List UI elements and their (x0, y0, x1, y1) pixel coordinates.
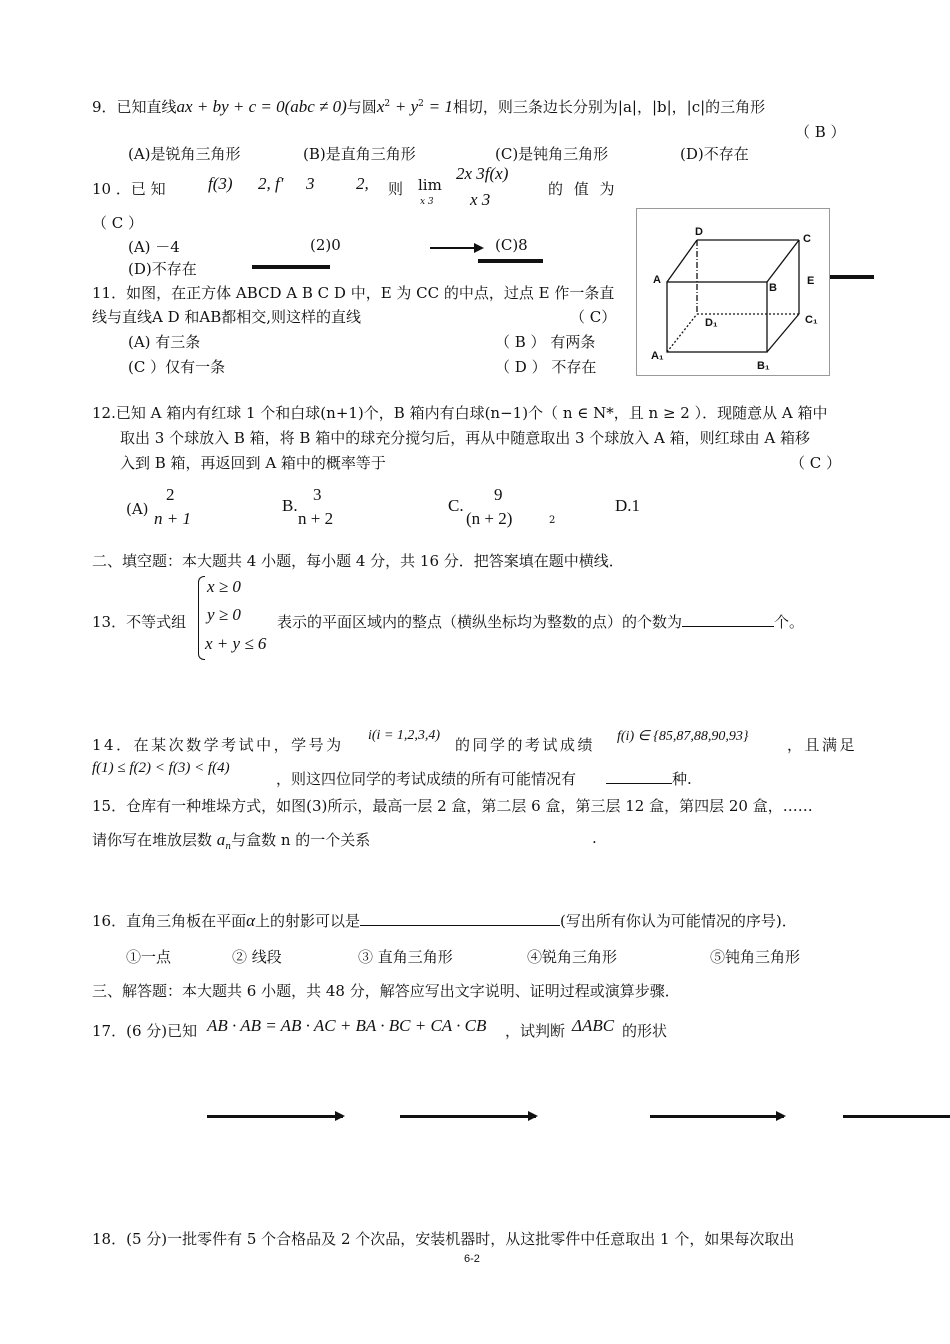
q12-option-c-den: (n + 2) (466, 509, 513, 528)
q12-line3: 入到 B 箱，再返回到 A 箱中的概率等于 (120, 454, 386, 472)
cube-label-c1: C₁ (805, 314, 818, 326)
q10-cond3: 3 (306, 174, 315, 193)
section3-heading: 三、解答题：本大题共 6 小题，共 48 分，解答应写出文字说明、证明过程或演算步骤． (92, 982, 680, 1000)
q12-option-b-den: n + 2 (298, 509, 334, 528)
q11-option-a: (A) 有三条 (128, 333, 201, 351)
q10-tail: 的 值 为 (548, 180, 618, 198)
q16-stem: 16．直角三角板在平面α上的射影可以是 (写出所有你认为可能情况的序号)． (92, 911, 797, 930)
vector-arrow-icon (207, 1115, 343, 1118)
q16-option-5: ⑤钝角三角形 (710, 948, 801, 966)
q14-ivar: i(i = 1,2,3,4) (368, 728, 441, 743)
q14-line1a: 14．在某次数学考试中，学号为 (92, 736, 344, 754)
q11-option-b: （ B ） 有两条 (495, 333, 596, 351)
q12-option-c-num: 9 (494, 485, 503, 504)
arrow-icon (430, 247, 482, 249)
q9-option-a: (A)是锐角三角形 (128, 145, 241, 163)
section2-heading: 二、填空题：本大题共 4 小题，每小题 4 分，共 16 分．把答案填在题中横线． (92, 552, 624, 570)
q16-option-4: ④锐角三角形 (527, 948, 618, 966)
q10-lim: lim (418, 176, 442, 194)
q12-line1: 12.已知 A 箱内有红球 1 个和白球(n+1)个，B 箱内有白球(n−1)个（ n ∈ N*，且 n ≥ 2 ）．现随意从 A 箱中 (92, 404, 828, 422)
cube-figure (636, 208, 830, 376)
q14-ineq: f(1) ≤ f(2) < f(3) < f(4) (92, 760, 230, 776)
page-number: 6-2 (464, 1253, 480, 1265)
q17-equation: AB · AB = AB · AC + BA · BC + CA · CB (207, 1016, 487, 1035)
cube-label-e: E (807, 275, 815, 287)
cube-label-a: A (653, 274, 661, 286)
q12-answer: （ C ） (790, 454, 842, 472)
q12-option-d: D.1 (615, 496, 641, 515)
cube-label-d1: D₁ (705, 317, 718, 329)
q13-blank[interactable] (682, 626, 774, 627)
q16-option-2: ② 线段 (232, 948, 282, 966)
stray-stroke (478, 259, 543, 263)
q11-line1: 11．如图，在正方体 ABCD A B C D 中，E 为 CC 的中点，过点 E 作一条直 (92, 284, 615, 302)
vector-arrow-icon (843, 1115, 950, 1118)
q12-line2: 取出 3 个球放入 B 箱，将 B 箱中的球充分搅匀后，再从中随意取出 3 个球放入 A 箱，则红球由 A 箱移 (120, 429, 811, 447)
cube-label-d: D (695, 226, 703, 238)
q10-option-b: (2)0 (310, 236, 341, 254)
stray-stroke (252, 265, 330, 269)
cube-label-c: C (803, 233, 811, 245)
q9-option-b: (B)是直角三角形 (303, 145, 416, 163)
cube-diagram (637, 209, 829, 375)
q13-ineq-3: x + y ≤ 6 (205, 634, 267, 653)
q9-option-d: (D)不存在 (680, 145, 749, 163)
q10-option-a: (A) －4 (128, 238, 180, 256)
q10-number: 10 ．已 知 (92, 180, 166, 198)
q12-option-b-label: B. (282, 496, 298, 515)
q10-option-d: (D)不存在 (128, 260, 197, 278)
vector-arrow-icon (400, 1115, 536, 1118)
q10-numerator: 2x 3f(x) (456, 164, 509, 183)
q12-option-a-label: (A) (126, 500, 149, 518)
q15-period: . (592, 829, 597, 847)
q17-triangle: ΔABC (572, 1016, 615, 1035)
q14-blank[interactable] (606, 783, 672, 784)
q10-lim-sub: x 3 (420, 197, 434, 207)
q14-line2: ，则这四位同学的考试成绩的所有可能情况有 种. (276, 770, 692, 788)
q12-option-a-den: n + 1 (154, 509, 191, 528)
q15-line2: 请你写在堆放层数 $a_n$与盒数 n 的一个关系 (92, 830, 371, 852)
cube-label-b1: B₁ (757, 360, 770, 372)
brace-icon (198, 576, 205, 660)
q13-prefix: 13．不等式组 (92, 613, 187, 631)
stray-stroke (830, 275, 874, 279)
q10-denominator: x 3 (470, 190, 491, 209)
cube-label-b: B (769, 282, 777, 294)
q12-option-b-num: 3 (313, 485, 322, 504)
q17-suffix: 的形状 (622, 1022, 668, 1040)
q13-ineq-2: y ≥ 0 (207, 605, 241, 624)
q12-option-c-exp: 2 (549, 515, 556, 526)
q17-prefix: 17．(6 分)已知 (92, 1022, 198, 1040)
q12-option-c-label: C. (448, 496, 464, 515)
q10-cond1: f(3) (208, 174, 233, 193)
q11-answer: （ C） (570, 308, 617, 326)
cube-label-a1: A₁ (651, 350, 664, 362)
q11-line2: 线与直线A D 和AB都相交,则这样的直线 (92, 308, 362, 326)
vector-arrow-icon (650, 1115, 784, 1118)
q10-then: 则 (388, 180, 404, 198)
q9-stem: 9．已知直线ax + by + c = 0(abc ≠ 0)与圆$x^2 + y^2 = 1$相切，则三条边长分别为|a|，|b|，|c|的三角形 (92, 97, 766, 116)
q10-cond2: 2, f' (258, 174, 284, 193)
q13-ineq-1: x ≥ 0 (207, 577, 241, 596)
q12-option-a-num: 2 (166, 485, 175, 504)
q9-answer: （ B ） (795, 123, 846, 141)
q14-line1b: 的同学的考试成绩 (455, 736, 596, 754)
q14-line1c: ，且满足 (787, 736, 858, 754)
q10-cond4: 2, (356, 174, 369, 193)
q16-option-1: ①一点 (126, 948, 172, 966)
q18-line1: 18．(5 分)一批零件有 5 个合格品及 2 个次品，安装机器时，从这批零件中任意取出 1 个，如果每次取出 (92, 1230, 795, 1248)
q11-option-d: （ D ） 不存在 (495, 358, 597, 376)
q13-suffix: 表示的平面区域内的整点（横纵坐标均为整数的点）的个数为 个。 (277, 613, 805, 631)
q10-option-c: (C)8 (495, 236, 528, 254)
q16-blank[interactable] (360, 925, 560, 926)
q10-answer: （ C ） (92, 214, 144, 232)
q17-mid: ，试判断 (505, 1022, 566, 1040)
q9-option-c: (C)是钝角三角形 (495, 145, 609, 163)
q11-option-c: (C ）仅有一条 (128, 358, 226, 376)
q15-line1: 15．仓库有一种堆垛方式，如图(3)所示，最高一层 2 盒，第二层 6 盒，第三层 12 盒，第四层 20 盒，…… (92, 797, 813, 815)
q16-option-3: ③ 直角三角形 (358, 948, 453, 966)
q14-set: f(i) ∈ {85,87,88,90,93} (617, 729, 749, 744)
